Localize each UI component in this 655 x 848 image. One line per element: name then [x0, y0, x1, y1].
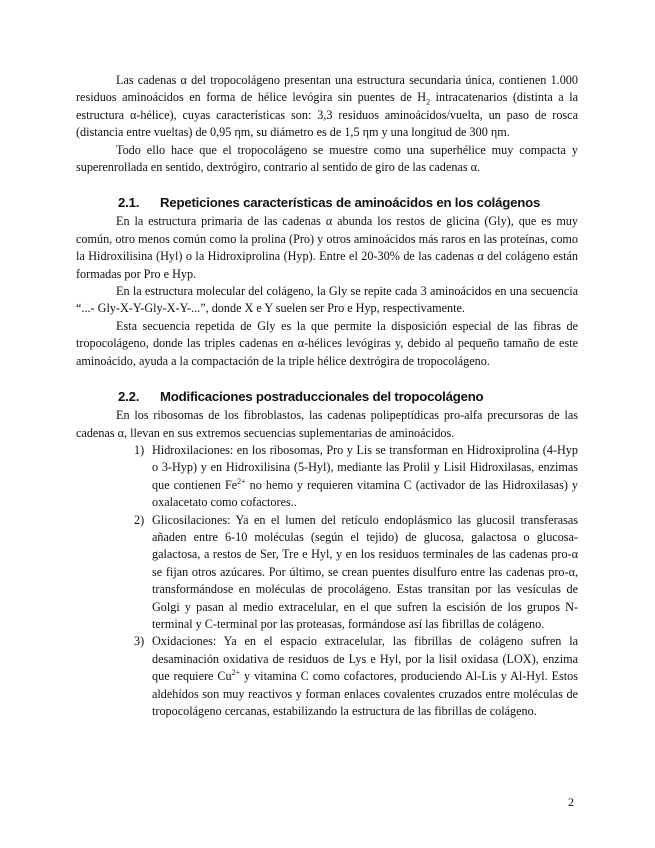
list-item-oxidation: 3) Oxidaciones: Ya en el espacio extracelular, las fibrillas de colágeno sufren la desaminación oxidativa de residuos de Lys e Hyl, por la lisil oxidasa (LOX), enzima que requiere $Cu^{2+}$ y vitamina C como cofactores, produciendo Al-Lis y Al-Hyl. Estos aldehídos son muy reactivos y forman enlaces covalentes cruzados entre moléculas de tropocolágeno cercanas, estabilizando la estructura de las fibrillas de colágeno. — [134, 634, 578, 718]
paragraph-ribosomes: En los ribosomas de los fibroblastos, las cadenas polipeptídicas pro-alfa precursoras de las cadenas α, llevan en sus extremos secuencias suplementarias de aminoácidos. — [76, 408, 578, 440]
paragraph-superhelix: Todo ello hace que el tropocolágeno se muestre como una superhélice muy compacta y superenrollada en sentido, dextrógiro, contrario al sentido de giro de las cadenas α. — [76, 142, 578, 175]
paragraph-primary-structure: En la estructura primaria de las cadenas α abunda los restos de glicina (Gly), que es muy común, otro menos común como la prolina (Pro) y otros aminoácidos más raros en las proteínas, como la Hidroxilisina (Hyl) o la Hidroxiprolina (Hyp). Entre el 20-30% de las cadenas α del colágeno están formadas por Pro e Hyp. — [76, 214, 578, 281]
paragraph-gly-repeat: Esta secuencia repetida de Gly es la que permite la disposición especial de las fibras de tropocolágeno, donde las triples cadenas en α-hélices levógiras y, debido al pequeño tamaño de este aminoácido, ayuda a la compactación de la triple hélice dextrógira de tropocolágeno. — [76, 318, 578, 368]
modifications-list — [76, 442, 578, 721]
section-heading-2-2: 2.2. Modificaciones postraduccionales del tropocolágeno — [118, 389, 484, 405]
list-item-hydroxylation: 1) Hidroxilaciones: en los ribosomas, Pro y Lis se transforman en Hidroxiprolina (4-Hyp o 3-Hyp) y en Hidroxilisina (5-Hyl), mediante las Prolil y Lisil Hidroxilasas, enzimas que contienen $Fe^{2+}$ no hemo y requieren vitamina C (activador de las Hidroxilasas) y oxalacetato como cofactores.. — [134, 442, 578, 510]
page-number: 2 — [568, 795, 574, 809]
list-item-glycosylation: 2) Glicosilaciones: Ya en el lumen del retículo endoplásmico las glucosil transferasas añaden entre 6-10 moléculas (según el tejido) de glucosa, galactosa o glucosa-galactosa, a restos de Ser, Tre e Hyl, y en los residuos terminales de las cadenas pro-α se fijan otros azúcares. Por último, se crean puentes disulfuro entre las cadenas pro-α, transformándose en moléculas de procolágeno. Estas transitan por las vesículas de Golgi y pasan al medio extracelular, en el que sufren la escisión de los grupos N-terminal y C-terminal por las proteasas, formándose así las fibrillas de colágeno. — [134, 512, 578, 631]
paragraph-alpha-chains: Las cadenas α del tropocolágeno presentan una estructura secundaria única, contienen 1.000 residuos aminoácidos en forma de hélice levógira sin puentes de $H_2$ intracatenarios (distinta a la estructura α-hélice), cuyas características son: 3,3 residuos aminoácidos/vuelta, un paso de rosca (distancia entre vueltas) de 0,95 ηm, su diámetro es de 1,5 ηm y una longitud de 300 ηm. — [76, 73, 578, 140]
paragraph-gly-sequence: En la estructura molecular del colágeno, la Gly se repite cada 3 aminoácidos en una secuencia “...- Gly-X-Y-Gly-X-Y-...”, donde X e Y suelen ser Pro e Hyp, respectivamente. — [76, 284, 578, 316]
body-text — [76, 72, 578, 720]
section-heading-2-1: 2.1. Repeticiones características de aminoácidos en los colágenos — [118, 195, 541, 211]
